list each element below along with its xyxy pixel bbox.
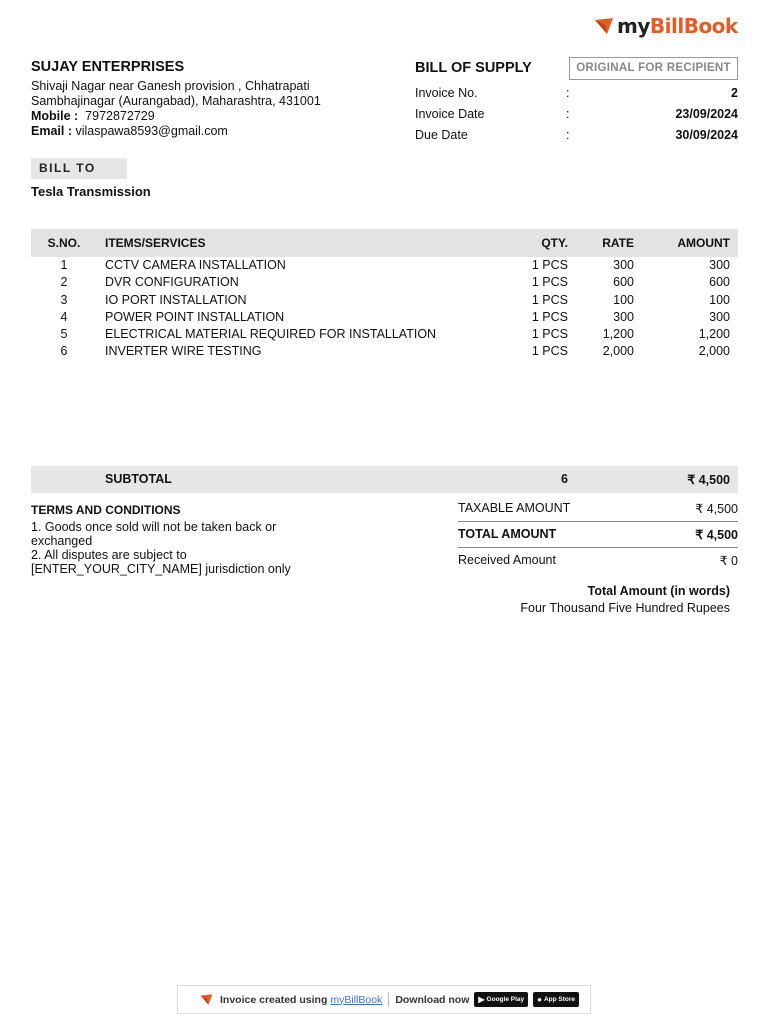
cell-sno: 1: [60, 258, 68, 272]
total-amount-value: ₹ 4,500: [695, 528, 738, 542]
amount-in-words-label: Total Amount (in words): [587, 584, 730, 598]
items-table-header: [31, 229, 738, 257]
footer-divider: [388, 992, 389, 1007]
seller-email: Email : vilaspawa8593@gmail.com: [31, 124, 228, 138]
footer-created-text: Invoice created using: [220, 993, 328, 1006]
header-items: ITEMS/SERVICES: [105, 236, 206, 250]
terms-and-conditions: [31, 503, 321, 576]
meta-label: Invoice No.: [415, 86, 478, 100]
brand-logo-icon: [200, 993, 213, 1006]
amount-in-words-value: Four Thousand Five Hundred Rupees: [520, 601, 730, 615]
footer-banner: [177, 985, 591, 1014]
meta-value: 2: [731, 86, 738, 100]
cell-qty: 1 PCS: [531, 293, 568, 307]
document-title: BILL OF SUPPLY: [415, 60, 532, 76]
cell-rate: 100: [613, 293, 634, 307]
header-qty: QTY.: [541, 236, 568, 250]
cell-rate: 1,200: [602, 327, 634, 341]
invoice-number-row: [415, 86, 738, 102]
invoice-date-row: [415, 107, 738, 123]
table-row: [31, 344, 738, 361]
cell-amount: 300: [709, 310, 730, 324]
meta-value: 23/09/2024: [675, 107, 738, 121]
meta-label: Invoice Date: [415, 107, 485, 121]
table-row: [31, 310, 738, 327]
header-amount: AMOUNT: [677, 236, 730, 250]
cell-qty: 1 PCS: [531, 258, 568, 272]
header-rate: RATE: [602, 236, 634, 250]
cell-qty: 1 PCS: [531, 327, 568, 341]
app-store-badge[interactable]: ● App Store: [533, 992, 579, 1007]
meta-separator: :: [566, 107, 570, 121]
header-sno: S.NO.: [47, 236, 81, 250]
subtotal-amount: ₹ 4,500: [687, 473, 730, 487]
cell-sno: 4: [60, 310, 68, 324]
google-play-icon: ▶: [478, 995, 485, 1004]
brand-logo-icon: [594, 16, 614, 36]
customer-name: Tesla Transmission: [31, 184, 151, 199]
cell-rate: 300: [613, 258, 634, 272]
table-row: [31, 293, 738, 310]
table-row: [31, 327, 738, 344]
copy-badge: ORIGINAL FOR RECIPIENT: [569, 57, 738, 80]
terms-line: 2. All disputes are subject to [ENTER_YOUR_CITY_NAME] jurisdiction only: [31, 548, 291, 576]
cell-item: IO PORT INSTALLATION: [105, 293, 247, 307]
table-row: [31, 275, 738, 292]
cell-qty: 1 PCS: [531, 275, 568, 289]
taxable-amount-label: TAXABLE AMOUNT: [458, 501, 571, 515]
mybillbook-logo: [594, 14, 738, 38]
meta-value: 30/09/2024: [675, 128, 738, 142]
subtotal-row: [31, 466, 738, 493]
received-amount-value: ₹ 0: [719, 554, 738, 568]
cell-amount: 300: [709, 258, 730, 272]
cell-rate: 600: [613, 275, 634, 289]
bill-to-label: BILL TO: [31, 158, 127, 179]
cell-amount: 600: [709, 275, 730, 289]
received-amount-row: [458, 553, 738, 577]
google-play-badge[interactable]: ▶ Google Play: [474, 992, 528, 1007]
cell-qty: 1 PCS: [531, 344, 568, 358]
meta-separator: :: [566, 128, 570, 142]
due-date-row: [415, 128, 738, 144]
subtotal-qty: 6: [561, 472, 568, 486]
summary-divider: [458, 547, 738, 548]
seller-details: [31, 60, 391, 139]
cell-sno: 5: [60, 327, 68, 341]
taxable-amount-value: ₹ 4,500: [695, 502, 738, 516]
total-amount-label: TOTAL AMOUNT: [458, 527, 557, 541]
summary-divider: [458, 521, 738, 522]
cell-item: CCTV CAMERA INSTALLATION: [105, 258, 286, 272]
brand-name: myBillBook: [617, 14, 738, 38]
seller-name: SUJAY ENTERPRISES: [31, 59, 185, 75]
cell-qty: 1 PCS: [531, 310, 568, 324]
apple-icon: ●: [537, 995, 542, 1004]
meta-separator: :: [566, 86, 570, 100]
received-amount-label: Received Amount: [458, 553, 556, 567]
seller-mobile: Mobile : 7972872729: [31, 109, 155, 123]
terms-heading: TERMS AND CONDITIONS: [31, 503, 181, 517]
cell-rate: 2,000: [602, 344, 634, 358]
cell-sno: 6: [60, 344, 68, 358]
mybillbook-link[interactable]: myBillBook: [330, 993, 383, 1006]
terms-line: 1. Goods once sold will not be taken back or exchanged: [31, 520, 277, 548]
seller-address-line1: Shivaji Nagar near Ganesh provision , Chhatrapati: [31, 79, 310, 93]
cell-item: POWER POINT INSTALLATION: [105, 310, 285, 324]
cell-sno: 3: [60, 293, 68, 307]
download-now-text: Download now: [395, 993, 470, 1006]
cell-rate: 300: [613, 310, 634, 324]
cell-amount: 2,000: [698, 344, 730, 358]
cell-item: DVR CONFIGURATION: [105, 275, 239, 289]
seller-address-line2: Sambhajinagar (Aurangabad), Maharashtra, 431001: [31, 94, 321, 108]
cell-item: INVERTER WIRE TESTING: [105, 344, 262, 358]
subtotal-label: SUBTOTAL: [105, 472, 172, 486]
cell-sno: 2: [60, 275, 68, 289]
table-row: [31, 258, 738, 275]
cell-amount: 1,200: [698, 327, 730, 341]
cell-amount: 100: [709, 293, 730, 307]
cell-item: ELECTRICAL MATERIAL REQUIRED FOR INSTALLATION: [105, 327, 437, 341]
meta-label: Due Date: [415, 128, 468, 142]
